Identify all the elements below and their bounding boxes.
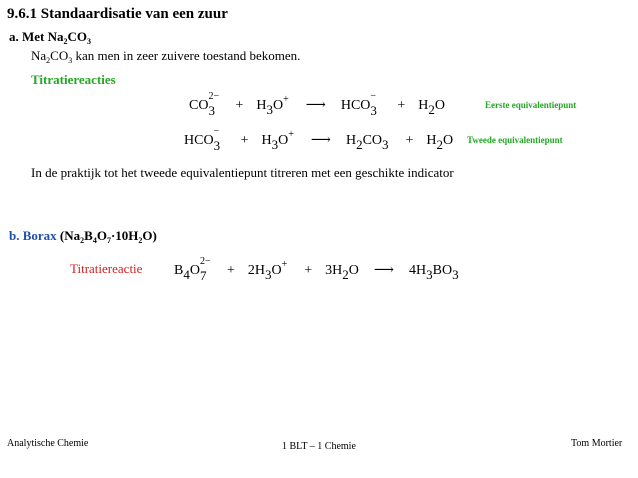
eq-species: BO <box>432 263 453 278</box>
subscript: 3 <box>266 102 273 117</box>
reactions-label: Titratiereacties <box>31 72 116 87</box>
practice-note: In de praktijk tot het tweede equivalentiepunt titreren met een geschikte indicator <box>31 165 454 180</box>
plus-sign: + <box>235 98 244 113</box>
borax-reaction-label: Titratiereactie <box>70 261 143 276</box>
eq-species: 3H <box>325 263 343 278</box>
subscript: 7 <box>199 268 207 283</box>
section-b-heading-text: b. Borax <box>9 228 57 243</box>
plus-sign: + <box>304 263 313 278</box>
subscript: 3 <box>87 37 92 46</box>
sentence-text: CO <box>50 48 69 63</box>
subscript: 2 <box>342 267 349 282</box>
charge: 2− <box>208 91 220 102</box>
equation-borax <box>174 256 459 283</box>
subscript: 7 <box>106 236 111 245</box>
eq-species: H <box>426 133 437 148</box>
eq-species: H <box>418 98 429 113</box>
subscript: 2 <box>428 102 435 117</box>
subscript: 3 <box>265 267 272 282</box>
eq-species: O <box>271 263 282 278</box>
charge: − <box>370 91 377 102</box>
subscript: 3 <box>208 103 215 118</box>
eq-species: O <box>443 133 454 148</box>
sentence-text: Na <box>31 48 47 63</box>
charge: + <box>283 94 289 105</box>
section-a-heading-text: a. Met Na <box>9 29 64 44</box>
reaction-arrow: ⟶ <box>305 98 326 113</box>
subscript: 3 <box>382 137 389 152</box>
formula-text: B <box>84 228 93 243</box>
charge: − <box>213 126 220 137</box>
equation-1 <box>189 91 446 118</box>
eq-species: O <box>434 98 446 113</box>
eq-species: CO <box>189 98 209 113</box>
subscript: 3 <box>271 137 279 152</box>
footer-left: Analytische Chemie <box>7 438 89 449</box>
equivalence-note-2: Tweede equivalentiepunt <box>467 135 563 145</box>
charge-stack <box>370 91 380 118</box>
eq-species: O <box>189 263 200 278</box>
eq-species: O <box>272 98 284 113</box>
plus-sign: + <box>226 263 235 278</box>
plus-sign: + <box>397 98 406 113</box>
charge: + <box>288 129 294 140</box>
eq-species: O <box>348 263 359 278</box>
charge: + <box>281 259 288 270</box>
section-a-sentence <box>31 48 300 65</box>
subscript: 2 <box>80 236 85 245</box>
subscript: 2 <box>63 37 68 46</box>
subscript: 3 <box>370 103 377 118</box>
eq-species: 2H <box>247 263 265 278</box>
eq-species: HCO <box>340 98 371 113</box>
eq-species: 4H <box>409 263 427 278</box>
formula-text: O) <box>142 228 157 243</box>
formula-text: O <box>96 228 107 243</box>
equivalence-note-1: Eerste equivalentiepunt <box>485 100 577 110</box>
section-a-heading-text: CO <box>67 29 88 44</box>
eq-species: CO <box>362 133 383 148</box>
eq-species: H <box>345 133 357 148</box>
subscript: 3 <box>426 267 433 282</box>
charge-stack <box>199 256 211 283</box>
section-a-heading <box>9 29 91 46</box>
sentence-text: kan men in zeer zuivere toestand bekomen. <box>72 48 301 63</box>
eq-species: O <box>278 133 289 148</box>
eq-species: H <box>256 98 267 113</box>
subscript: 2 <box>356 137 363 152</box>
charge-stack <box>208 91 220 118</box>
footer-right: Tom Mortier <box>571 438 623 449</box>
reaction-arrow: ⟶ <box>373 263 394 278</box>
subscript: 4 <box>183 267 190 282</box>
charge: 2− <box>199 256 211 267</box>
section-b-heading <box>9 228 157 245</box>
subscript: 2 <box>436 137 444 152</box>
formula-text: ·10H <box>110 228 139 243</box>
equation-2 <box>184 126 454 153</box>
page-title: 9.6.1 Standaardisatie van een zuur <box>7 6 228 22</box>
subscript: 4 <box>92 236 97 245</box>
subscript: 3 <box>68 56 73 65</box>
charge-stack <box>213 126 224 153</box>
subscript: 3 <box>452 267 459 282</box>
plus-sign: + <box>240 133 249 148</box>
reaction-arrow: ⟶ <box>310 133 331 148</box>
footer-center: 1 BLT – 1 Chemie <box>282 441 356 452</box>
subscript: 3 <box>213 138 221 153</box>
subscript: 2 <box>138 236 143 245</box>
subscript: 2 <box>46 56 51 65</box>
eq-species: H <box>261 133 272 148</box>
formula-text: (Na <box>56 228 81 243</box>
eq-species: HCO <box>184 133 214 148</box>
eq-species: B <box>174 263 184 278</box>
plus-sign: + <box>405 133 414 148</box>
